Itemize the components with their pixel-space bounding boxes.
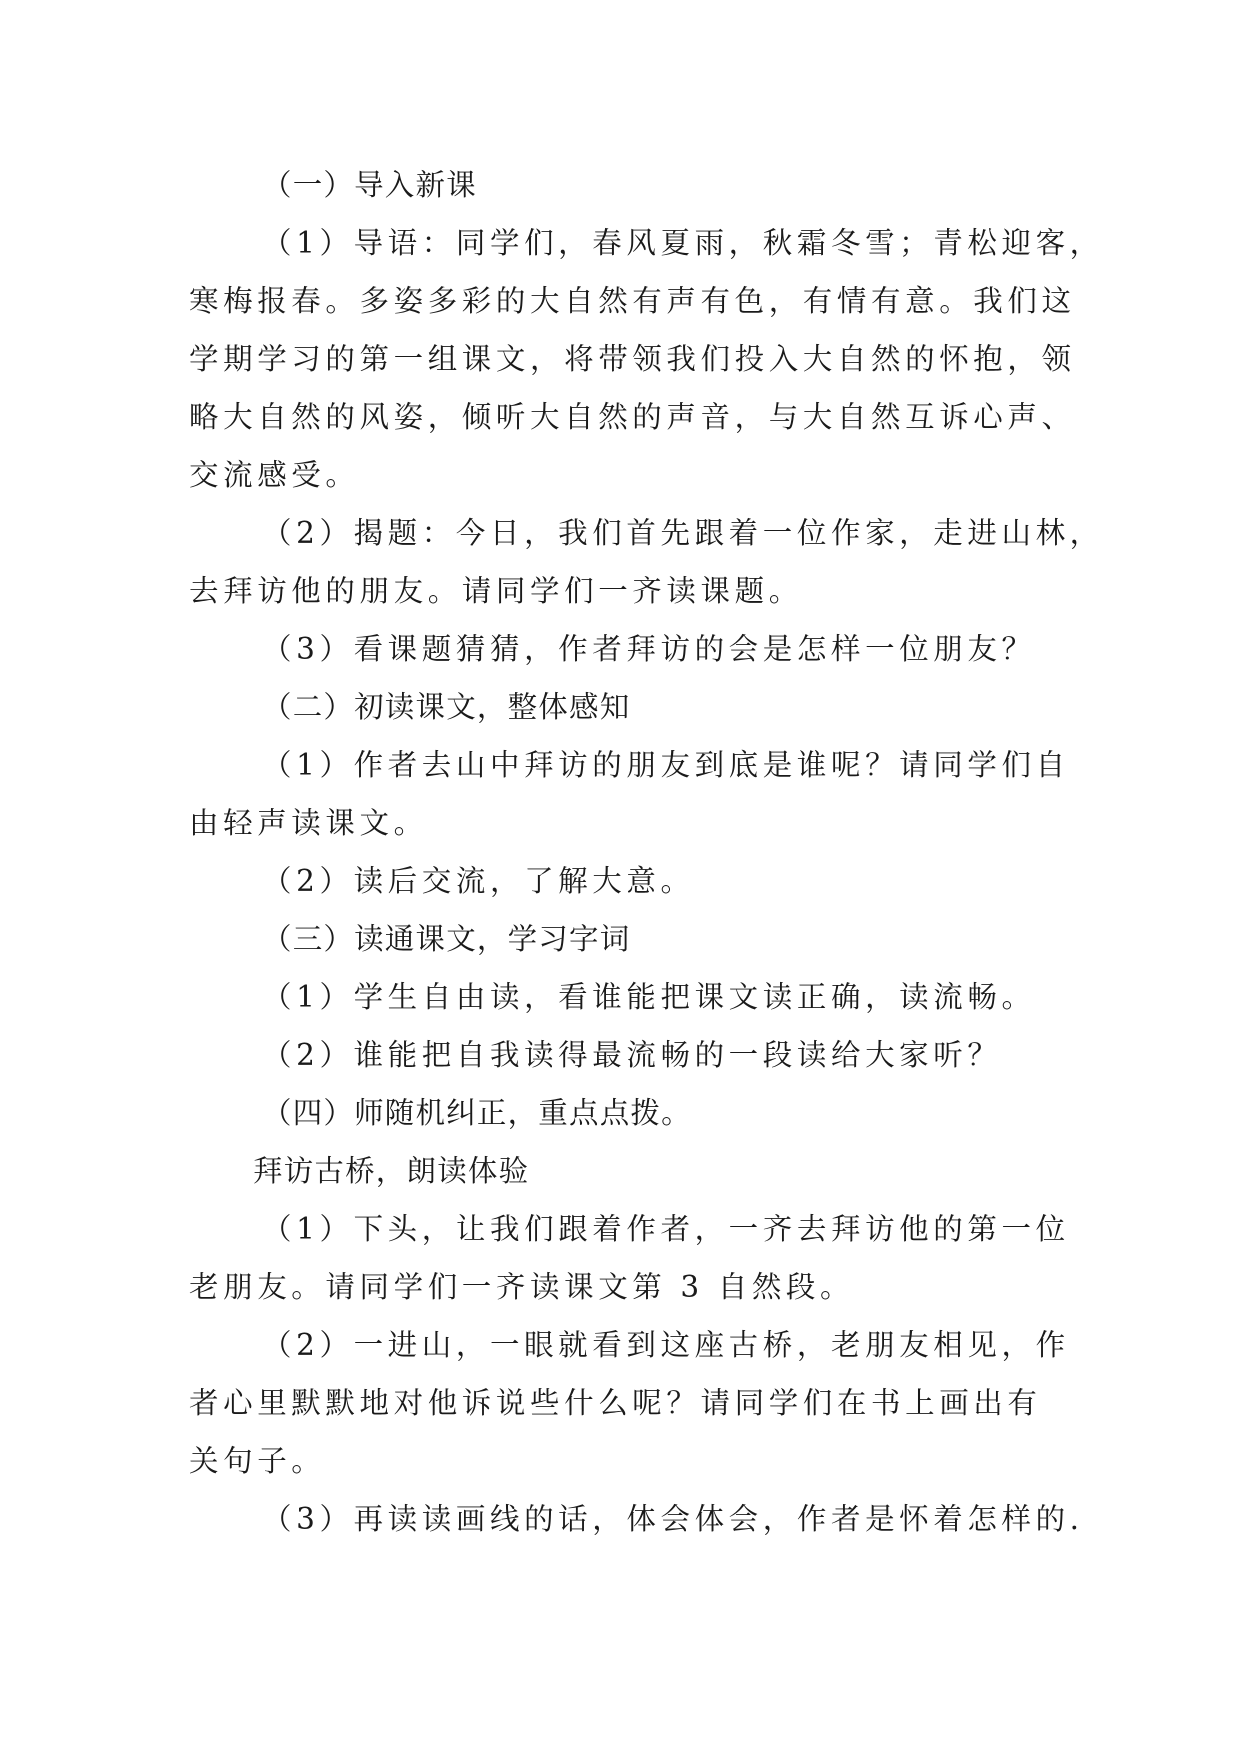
paragraph-line: （1）作者去山中拜访的朋友到底是谁呢？请同学们自: [262, 748, 1070, 782]
paragraph-line: 由轻声读课文。: [189, 806, 428, 840]
paragraph-line: （2）一进山，一眼就看到这座古桥，老朋友相见，作: [262, 1328, 1070, 1362]
paragraph-line: 略大自然的风姿，倾听大自然的声音，与大自然互诉心声、: [189, 400, 1076, 434]
paragraph-line: （3）看课题猜猜，作者拜访的会是怎样一位朋友？: [262, 632, 1036, 666]
section-heading-1: （一）导入新课: [262, 168, 477, 202]
paragraph-line: 老朋友。请同学们一齐读课文第 3 自然段。: [189, 1270, 855, 1304]
paragraph-line: 寒梅报春。多姿多彩的大自然有声有色，有情有意。我们这: [189, 284, 1076, 318]
paragraph-line: 学期学习的第一组课文，将带领我们投入大自然的怀抱，领: [189, 342, 1076, 376]
section-heading-3: （三）读通课文，学习字词: [262, 922, 631, 956]
paragraph-line: （1）导语：同学们，春风夏雨，秋霜冬雪；青松迎客，: [262, 226, 1104, 260]
paragraph-line: （3）再读读画线的话，体会体会，作者是怀着怎样的.: [262, 1502, 1084, 1536]
paragraph-line: （1）下头，让我们跟着作者，一齐去拜访他的第一位: [262, 1212, 1070, 1246]
section-heading-4: （四）师随机纠正，重点点拨。: [262, 1096, 692, 1130]
paragraph-line: 去拜访他的朋友。请同学们一齐读课题。: [189, 574, 803, 608]
paragraph-line: （1）学生自由读，看谁能把课文读正确，读流畅。: [262, 980, 1036, 1014]
paragraph-line: 关句子。: [189, 1444, 326, 1478]
paragraph-line: （2）揭题：今日，我们首先跟着一位作家，走进山林，: [262, 516, 1104, 550]
paragraph-line: （2）读后交流，了解大意。: [262, 864, 695, 898]
paragraph-line: 者心里默默地对他诉说些什么呢？请同学们在书上画出有: [189, 1386, 1042, 1420]
paragraph-line: （2）谁能把自我读得最流畅的一段读给大家听？: [262, 1038, 1002, 1072]
paragraph-line: 交流感受。: [189, 458, 360, 492]
subheading: 拜访古桥，朗读体验: [253, 1154, 530, 1188]
section-heading-2: （二）初读课文，整体感知: [262, 690, 631, 724]
